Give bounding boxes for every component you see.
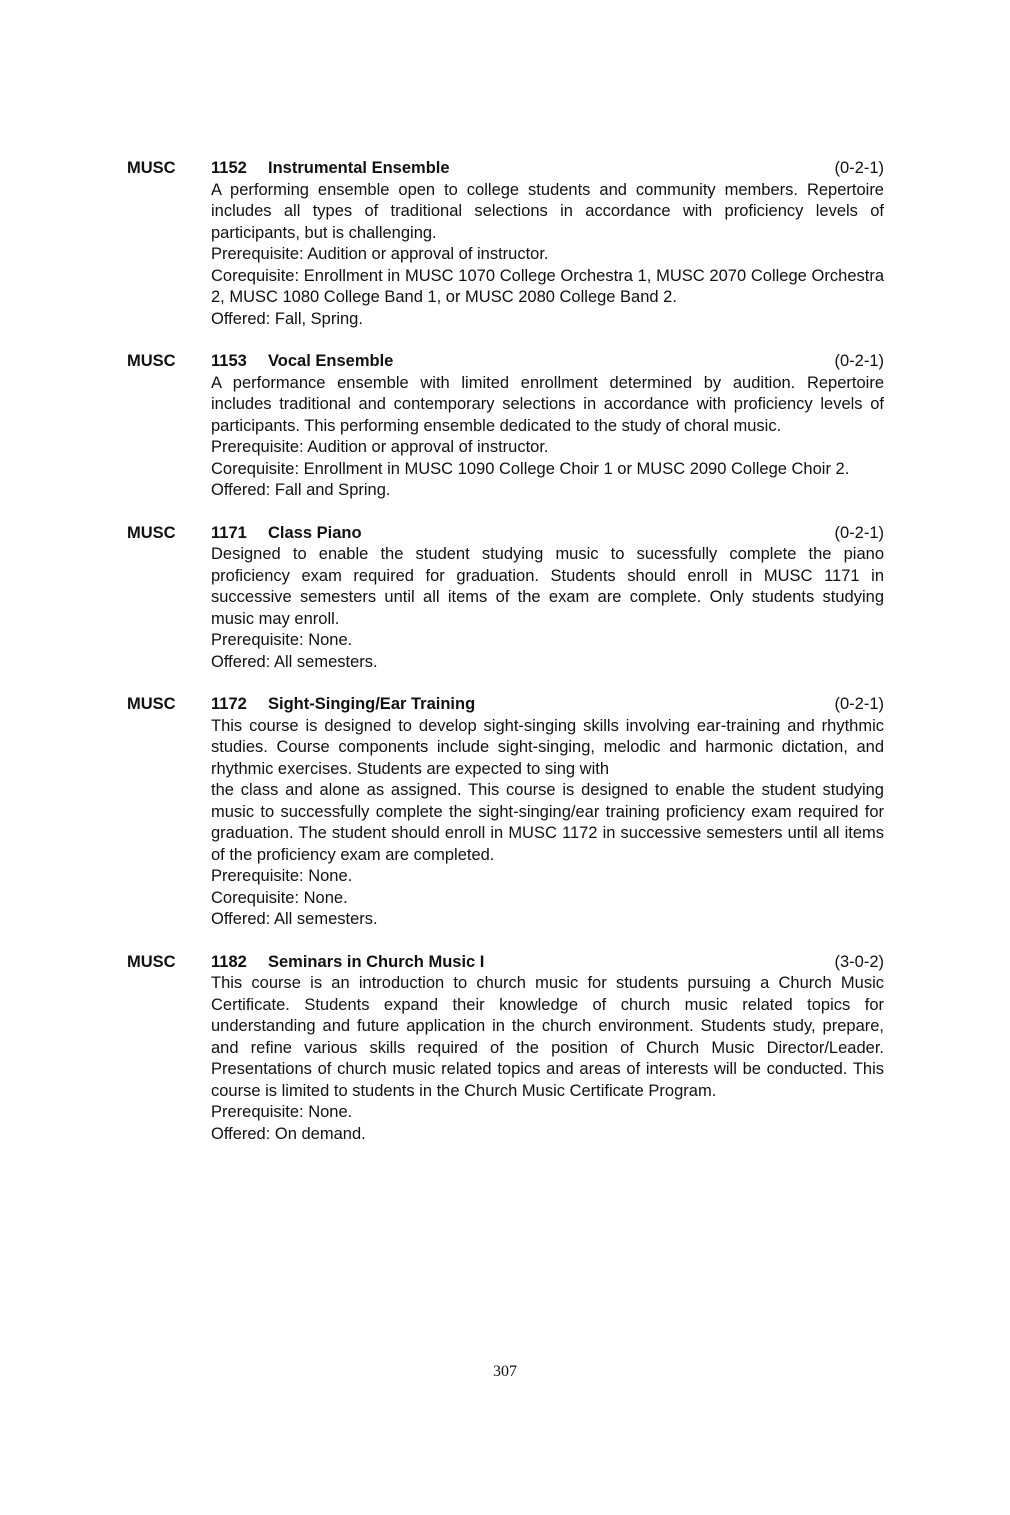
course-body [211,373,884,502]
course-number: 1171 [211,523,247,542]
course-description: This course is designed to develop sight-singing skills involving ear-training and rhythmic studies. Course components include sight-singing, melodic and harmonic dictation, and rhythmic exercises. Students are expected to sing with [211,716,884,778]
course-department: MUSC [127,952,176,971]
course-prerequisite: Prerequisite: None. [211,1103,353,1121]
course-prerequisite: Prerequisite: Audition or approval of instructor. [211,438,549,456]
course-title: Vocal Ensemble [268,352,394,370]
course-number: 1172 [211,695,247,713]
course-entry-1182 [127,952,884,1146]
course-title: Sight-Singing/Ear Training [268,695,476,713]
course-offered: Offered: Fall and Spring. [211,481,391,499]
course-header [127,523,884,545]
course-header [127,158,884,180]
course-credits: (0-2-1) [834,159,884,177]
page-number: 307 [493,1363,517,1380]
course-number: 1182 [211,952,247,971]
course-prerequisite: Prerequisite: Audition or approval of instructor. [211,245,549,263]
course-header [127,351,884,373]
course-department: MUSC [127,159,176,177]
course-corequisite: Corequisite: Enrollment in MUSC 1070 College Orchestra 1, MUSC 2070 College Orchestra 2, MUSC 1080 College Band 1, or MUSC 2080 College Band 2. [211,266,884,306]
course-offered: Offered: On demand. [211,1124,366,1143]
course-offered: Offered: Fall, Spring. [211,309,363,328]
course-entry-1172 [127,694,884,931]
course-corequisite: Corequisite: Enrollment in MUSC 1090 College Choir 1 or MUSC 2090 College Choir 2. [211,459,850,478]
course-credits: (0-2-1) [834,523,884,542]
course-description: A performance ensemble with limited enrollment determined by audition. Repertoire includes traditional and contemporary selections in accordance with proficiency levels of participants. This performing ensemble dedicated to the study of choral music. [211,373,884,435]
course-title: Class Piano [268,523,362,542]
course-prerequisite: Prerequisite: None. [211,867,353,885]
course-description-continued: the class and alone as assigned. This course is designed to enable the student studying music to successfully complete the sight-singing/ear training proficiency exam required for graduation. The student should enroll in MUSC 1172 in successive semesters until all items of the proficiency exam are completed. [211,781,884,864]
course-department: MUSC [127,523,176,542]
course-header [127,952,884,974]
course-credits: (0-2-1) [834,695,884,713]
course-offered: Offered: All semesters. [211,910,378,928]
course-title: Seminars in Church Music I [268,952,485,971]
course-number: 1152 [211,159,247,177]
course-credits: (3-0-2) [834,952,884,971]
course-body [211,716,884,931]
course-body [211,544,884,673]
course-description: This course is an introduction to church music for students pursuing a Church Music Certificate. Students expand their knowledge of church music related topics for understanding and future application in the church environment. Students study, prepare, and refine various skills required of the position of Church Music Director/Leader. Presentations of church music related topics and areas of interests will be conducted. This course is limited to students in the Church Music Certificate Program. [211,974,884,1100]
course-number: 1153 [211,352,247,370]
course-entry-1152 [127,158,884,330]
course-title: Instrumental Ensemble [268,159,450,177]
course-department: MUSC [127,352,176,370]
course-body [211,973,884,1145]
course-prerequisite: Prerequisite: None. [211,631,353,649]
course-credits: (0-2-1) [834,352,884,370]
course-department: MUSC [127,695,176,713]
course-entry-1171 [127,523,884,674]
course-list [127,158,884,1166]
course-description: Designed to enable the student studying music to sucessfully complete the piano proficiency exam required for graduation. Students should enroll in MUSC 1171 in successive semesters until all items of the exam are complete. Only students studying music may enroll. [211,545,884,628]
course-header [127,694,884,716]
course-corequisite: Corequisite: None. [211,888,348,907]
course-body [211,180,884,331]
course-description: A performing ensemble open to college students and community members. Repertoire includes all types of traditional selections in accordance with proficiency levels of participants, but is challenging. [211,180,884,242]
course-entry-1153 [127,351,884,502]
course-offered: Offered: All semesters. [211,652,378,671]
